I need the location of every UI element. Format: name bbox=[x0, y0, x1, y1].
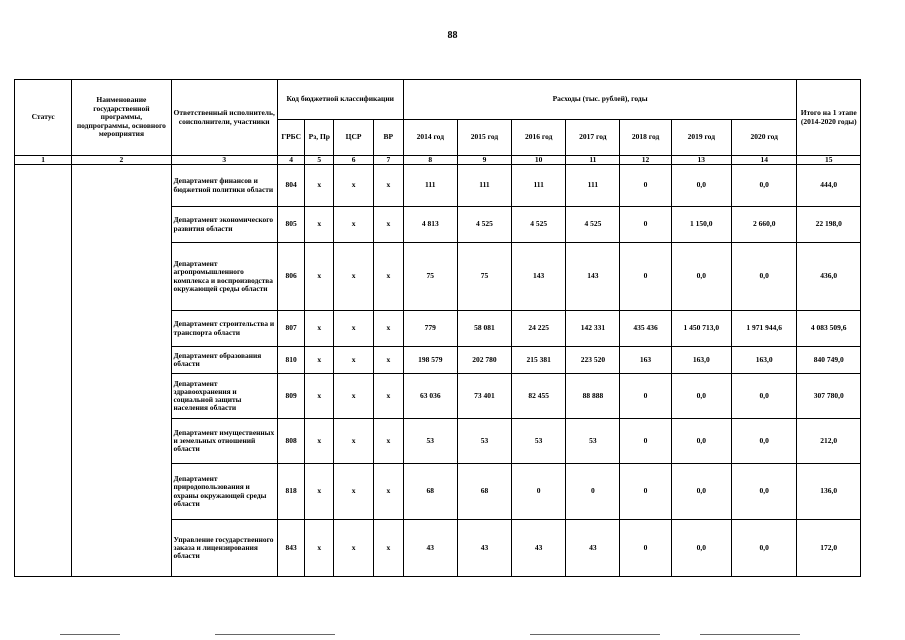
code-cell: х bbox=[305, 243, 334, 311]
header-csr: ЦСР bbox=[334, 120, 374, 156]
footer-divider bbox=[700, 634, 800, 635]
expense-cell: 4 525 bbox=[457, 207, 511, 243]
header-year: 2014 год bbox=[403, 120, 457, 156]
expense-cell: х bbox=[374, 311, 404, 347]
total-cell: 436,0 bbox=[797, 243, 861, 311]
header-grbs: ГРБС bbox=[277, 120, 305, 156]
total-cell: 307 780,0 bbox=[797, 374, 861, 419]
header-year: 2015 год bbox=[457, 120, 511, 156]
expense-cell: 0 bbox=[566, 464, 620, 520]
total-cell: 136,0 bbox=[797, 464, 861, 520]
column-number: 12 bbox=[620, 156, 671, 165]
executor-cell: Департамент финансов и бюджетной политики области bbox=[171, 165, 277, 207]
expense-cell: 63 036 bbox=[403, 374, 457, 419]
header-executor: Ответственный исполнитель, соисполнители, участники bbox=[171, 80, 277, 156]
code-cell: 818 bbox=[277, 464, 305, 520]
expense-cell: 0,0 bbox=[671, 165, 731, 207]
code-cell: 806 bbox=[277, 243, 305, 311]
expense-cell: 215 381 bbox=[512, 347, 566, 374]
header-expenses: Расходы (тыс. рублей), годы bbox=[403, 80, 797, 120]
expense-cell: х bbox=[374, 520, 404, 577]
expense-cell: 223 520 bbox=[566, 347, 620, 374]
header-year: 2020 год bbox=[731, 120, 796, 156]
header-status: Статус bbox=[15, 80, 72, 156]
header-name: Наименование государственной программы, подпрограммы, основного мероприятия bbox=[72, 80, 171, 156]
column-number: 10 bbox=[512, 156, 566, 165]
expense-cell: 75 bbox=[457, 243, 511, 311]
code-cell: х bbox=[305, 207, 334, 243]
expense-cell: 0 bbox=[620, 207, 671, 243]
header-year: 2018 год bbox=[620, 120, 671, 156]
code-cell: х bbox=[334, 374, 374, 419]
expense-cell: 163,0 bbox=[731, 347, 796, 374]
expense-cell: 1 971 944,6 bbox=[731, 311, 796, 347]
expense-cell: 4 525 bbox=[512, 207, 566, 243]
expense-cell: 198 579 bbox=[403, 347, 457, 374]
expense-cell: 0,0 bbox=[671, 464, 731, 520]
code-cell: 810 bbox=[277, 347, 305, 374]
expense-cell: 2 660,0 bbox=[731, 207, 796, 243]
expense-cell: 24 225 bbox=[512, 311, 566, 347]
total-cell: 212,0 bbox=[797, 419, 861, 464]
expense-cell: х bbox=[374, 374, 404, 419]
program-name-cell bbox=[72, 165, 171, 577]
status-cell bbox=[15, 165, 72, 577]
expense-cell: 163,0 bbox=[671, 347, 731, 374]
expense-cell: 111 bbox=[512, 165, 566, 207]
column-number: 9 bbox=[457, 156, 511, 165]
executor-cell: Департамент экономического развития области bbox=[171, 207, 277, 243]
expense-cell: х bbox=[374, 165, 404, 207]
code-cell: х bbox=[334, 347, 374, 374]
code-cell: х bbox=[305, 165, 334, 207]
expense-cell: 0,0 bbox=[671, 520, 731, 577]
footer-divider bbox=[60, 634, 120, 635]
header-rzpr: Рз, Пр bbox=[305, 120, 334, 156]
expense-cell: 43 bbox=[457, 520, 511, 577]
expense-cell: 0 bbox=[620, 520, 671, 577]
header-vr: ВР bbox=[374, 120, 404, 156]
expense-cell: 111 bbox=[566, 165, 620, 207]
column-number: 11 bbox=[566, 156, 620, 165]
expense-cell: 0,0 bbox=[731, 374, 796, 419]
code-cell: х bbox=[305, 419, 334, 464]
expense-cell: 142 331 bbox=[566, 311, 620, 347]
expense-cell: 0 bbox=[620, 464, 671, 520]
expense-cell: 143 bbox=[566, 243, 620, 311]
expense-cell: 82 455 bbox=[512, 374, 566, 419]
expense-cell: 0 bbox=[620, 243, 671, 311]
column-number: 6 bbox=[334, 156, 374, 165]
code-cell: х bbox=[334, 464, 374, 520]
code-cell: 805 bbox=[277, 207, 305, 243]
total-cell: 840 749,0 bbox=[797, 347, 861, 374]
code-cell: 807 bbox=[277, 311, 305, 347]
code-cell: 804 bbox=[277, 165, 305, 207]
column-number: 1 bbox=[15, 156, 72, 165]
expense-cell: 68 bbox=[403, 464, 457, 520]
expense-cell: 143 bbox=[512, 243, 566, 311]
expense-cell: 43 bbox=[566, 520, 620, 577]
expense-cell: 163 bbox=[620, 347, 671, 374]
expense-cell: 0,0 bbox=[671, 374, 731, 419]
footer-divider bbox=[530, 634, 660, 635]
footer-divider bbox=[215, 634, 335, 635]
expense-cell: 435 436 bbox=[620, 311, 671, 347]
executor-cell: Департамент строительства и транспорта области bbox=[171, 311, 277, 347]
expense-cell: 0 bbox=[620, 374, 671, 419]
code-cell: х bbox=[305, 347, 334, 374]
expense-cell: 1 150,0 bbox=[671, 207, 731, 243]
column-number: 15 bbox=[797, 156, 861, 165]
executor-cell: Департамент агропромышленного комплекса и воспроизводства окружающей среды области bbox=[171, 243, 277, 311]
expense-cell: х bbox=[374, 207, 404, 243]
code-cell: х bbox=[305, 520, 334, 577]
executor-cell: Департамент имущественных и земельных отношений области bbox=[171, 419, 277, 464]
total-cell: 172,0 bbox=[797, 520, 861, 577]
expense-cell: 4 813 bbox=[403, 207, 457, 243]
header-total: Итого на 1 этапе (2014-2020 годы) bbox=[797, 80, 861, 156]
expense-cell: 75 bbox=[403, 243, 457, 311]
executor-cell: Департамент образования области bbox=[171, 347, 277, 374]
expense-cell: х bbox=[374, 347, 404, 374]
expense-cell: 0 bbox=[620, 419, 671, 464]
executor-cell: Управление государственного заказа и лицензирования области bbox=[171, 520, 277, 577]
code-cell: х bbox=[334, 520, 374, 577]
expense-cell: 43 bbox=[512, 520, 566, 577]
expense-cell: 68 bbox=[457, 464, 511, 520]
column-number: 3 bbox=[171, 156, 277, 165]
header-year: 2017 год bbox=[566, 120, 620, 156]
code-cell: 809 bbox=[277, 374, 305, 419]
executor-cell: Департамент здравоохранения и социальной защиты населения области bbox=[171, 374, 277, 419]
expense-cell: 779 bbox=[403, 311, 457, 347]
expense-cell: 0,0 bbox=[731, 243, 796, 311]
expense-cell: 53 bbox=[512, 419, 566, 464]
expense-cell: х bbox=[374, 464, 404, 520]
expense-cell: 53 bbox=[457, 419, 511, 464]
expense-cell: х bbox=[374, 243, 404, 311]
table-row bbox=[15, 165, 861, 207]
expense-cell: 53 bbox=[403, 419, 457, 464]
expense-cell: 0,0 bbox=[671, 419, 731, 464]
expense-cell: 202 780 bbox=[457, 347, 511, 374]
header-budget-code: Код бюджетной классификации bbox=[277, 80, 403, 120]
budget-table bbox=[14, 79, 861, 577]
code-cell: х bbox=[305, 374, 334, 419]
total-cell: 22 198,0 bbox=[797, 207, 861, 243]
header-year: 2019 год bbox=[671, 120, 731, 156]
expense-cell: 1 450 713,0 bbox=[671, 311, 731, 347]
column-number: 13 bbox=[671, 156, 731, 165]
table-body bbox=[15, 165, 861, 577]
expense-cell: 58 081 bbox=[457, 311, 511, 347]
column-number: 7 bbox=[374, 156, 404, 165]
code-cell: 808 bbox=[277, 419, 305, 464]
code-cell: х bbox=[334, 207, 374, 243]
expense-cell: 73 401 bbox=[457, 374, 511, 419]
column-number-row bbox=[15, 156, 861, 165]
code-cell: х bbox=[334, 419, 374, 464]
expense-cell: 0 bbox=[512, 464, 566, 520]
code-cell: х bbox=[305, 464, 334, 520]
executor-cell: Департамент природопользования и охраны окружающей среды области bbox=[171, 464, 277, 520]
column-number: 4 bbox=[277, 156, 305, 165]
code-cell: 843 bbox=[277, 520, 305, 577]
page-number: 88 bbox=[447, 30, 458, 41]
expense-cell: 0,0 bbox=[671, 243, 731, 311]
expense-cell: 111 bbox=[457, 165, 511, 207]
expense-cell: 111 bbox=[403, 165, 457, 207]
expense-cell: 0 bbox=[620, 165, 671, 207]
expense-cell: 0,0 bbox=[731, 419, 796, 464]
expense-cell: 4 525 bbox=[566, 207, 620, 243]
expense-cell: 53 bbox=[566, 419, 620, 464]
code-cell: х bbox=[334, 243, 374, 311]
column-number: 14 bbox=[731, 156, 796, 165]
column-number: 5 bbox=[305, 156, 334, 165]
expense-cell: 0,0 bbox=[731, 520, 796, 577]
expense-cell: 0,0 bbox=[731, 464, 796, 520]
code-cell: х bbox=[334, 165, 374, 207]
header-year: 2016 год bbox=[512, 120, 566, 156]
expense-cell: 88 888 bbox=[566, 374, 620, 419]
code-cell: х bbox=[334, 311, 374, 347]
expense-cell: 0,0 bbox=[731, 165, 796, 207]
total-cell: 4 083 509,6 bbox=[797, 311, 861, 347]
total-cell: 444,0 bbox=[797, 165, 861, 207]
column-number: 8 bbox=[403, 156, 457, 165]
column-number: 2 bbox=[72, 156, 171, 165]
expense-cell: х bbox=[374, 419, 404, 464]
code-cell: х bbox=[305, 311, 334, 347]
table-header bbox=[15, 80, 861, 165]
expense-cell: 43 bbox=[403, 520, 457, 577]
